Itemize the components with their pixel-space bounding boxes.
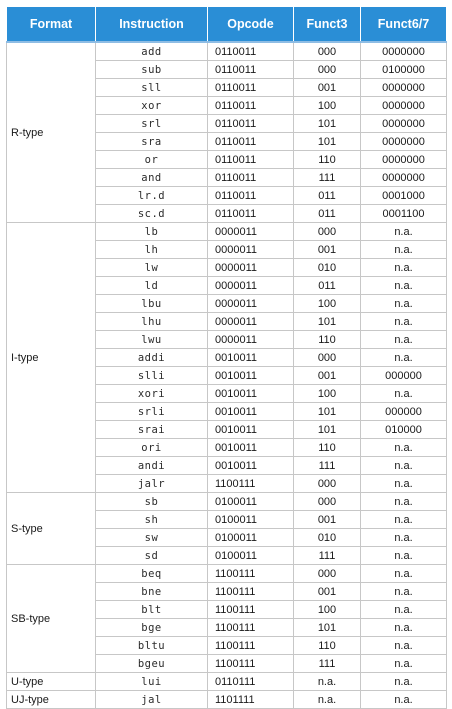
instruction-cell: andi: [96, 457, 208, 475]
funct67-cell: n.a.: [361, 565, 447, 583]
opcode-cell: 0100011: [208, 511, 294, 529]
funct67-cell: n.a.: [361, 385, 447, 403]
funct3-cell: n.a.: [294, 691, 361, 709]
instruction-cell: sh: [96, 511, 208, 529]
instruction-cell: lhu: [96, 313, 208, 331]
funct67-cell: 010000: [361, 421, 447, 439]
opcode-cell: 0010011: [208, 457, 294, 475]
instruction-cell: lr.d: [96, 187, 208, 205]
funct67-cell: n.a.: [361, 673, 447, 691]
opcode-cell: 0110011: [208, 133, 294, 151]
opcode-cell: 0010011: [208, 385, 294, 403]
funct67-cell: 0000000: [361, 79, 447, 97]
opcode-cell: 0000011: [208, 277, 294, 295]
funct3-cell: 110: [294, 151, 361, 169]
format-cell: R-type: [7, 42, 96, 223]
funct67-cell: 0000000: [361, 115, 447, 133]
instruction-cell: lw: [96, 259, 208, 277]
opcode-cell: 1100111: [208, 475, 294, 493]
table-row: [7, 42, 447, 61]
opcode-cell: 0000011: [208, 331, 294, 349]
opcode-cell: 0110011: [208, 187, 294, 205]
instruction-cell: sd: [96, 547, 208, 565]
funct67-cell: n.a.: [361, 547, 447, 565]
funct3-cell: 111: [294, 169, 361, 187]
funct3-cell: 001: [294, 241, 361, 259]
funct3-cell: 111: [294, 547, 361, 565]
opcode-cell: 0010011: [208, 439, 294, 457]
funct67-cell: 0100000: [361, 61, 447, 79]
opcode-cell: 0110011: [208, 151, 294, 169]
funct67-cell: 0001100: [361, 205, 447, 223]
opcode-cell: 0110111: [208, 673, 294, 691]
opcode-cell: 1100111: [208, 583, 294, 601]
funct3-cell: 111: [294, 457, 361, 475]
instruction-cell: sll: [96, 79, 208, 97]
funct3-cell: 101: [294, 115, 361, 133]
instruction-cell: srai: [96, 421, 208, 439]
funct67-cell: n.a.: [361, 331, 447, 349]
funct67-cell: n.a.: [361, 349, 447, 367]
funct3-cell: 001: [294, 583, 361, 601]
funct67-cell: n.a.: [361, 241, 447, 259]
funct67-cell: n.a.: [361, 493, 447, 511]
funct67-cell: n.a.: [361, 637, 447, 655]
opcode-cell: 1100111: [208, 637, 294, 655]
instruction-cell: xor: [96, 97, 208, 115]
funct3-cell: 000: [294, 565, 361, 583]
instruction-cell: lh: [96, 241, 208, 259]
instruction-cell: lb: [96, 223, 208, 241]
opcode-cell: 0110011: [208, 61, 294, 79]
funct3-cell: 110: [294, 331, 361, 349]
instruction-cell: bge: [96, 619, 208, 637]
funct67-cell: 0000000: [361, 97, 447, 115]
opcode-cell: 0000011: [208, 259, 294, 277]
opcode-cell: 1100111: [208, 565, 294, 583]
funct3-cell: 000: [294, 475, 361, 493]
funct3-cell: 000: [294, 493, 361, 511]
funct3-cell: 001: [294, 367, 361, 385]
funct67-cell: 0000000: [361, 42, 447, 61]
header-row: [7, 7, 447, 43]
instruction-cell: jal: [96, 691, 208, 709]
opcode-cell: 1100111: [208, 619, 294, 637]
instruction-cell: sra: [96, 133, 208, 151]
header-opcode: Opcode: [208, 7, 294, 43]
opcode-cell: 0000011: [208, 313, 294, 331]
opcode-cell: 0010011: [208, 367, 294, 385]
table-row: [7, 673, 447, 691]
opcode-cell: 0000011: [208, 295, 294, 313]
header-format: Format: [7, 7, 96, 43]
opcode-cell: 1100111: [208, 655, 294, 673]
instruction-format-table: [6, 6, 447, 709]
instruction-cell: jalr: [96, 475, 208, 493]
funct3-cell: 111: [294, 655, 361, 673]
instruction-cell: bgeu: [96, 655, 208, 673]
funct67-cell: n.a.: [361, 583, 447, 601]
funct3-cell: 101: [294, 421, 361, 439]
funct3-cell: 100: [294, 97, 361, 115]
opcode-cell: 0010011: [208, 403, 294, 421]
opcode-cell: 0100011: [208, 529, 294, 547]
instruction-cell: sub: [96, 61, 208, 79]
funct67-cell: n.a.: [361, 601, 447, 619]
funct67-cell: n.a.: [361, 277, 447, 295]
instruction-cell: slli: [96, 367, 208, 385]
opcode-cell: 0010011: [208, 349, 294, 367]
instruction-cell: beq: [96, 565, 208, 583]
instruction-cell: sb: [96, 493, 208, 511]
funct3-cell: 101: [294, 133, 361, 151]
header-funct3: Funct3: [294, 7, 361, 43]
funct67-cell: 0000000: [361, 151, 447, 169]
table-body: [7, 42, 447, 709]
funct3-cell: 001: [294, 511, 361, 529]
funct3-cell: 000: [294, 61, 361, 79]
funct3-cell: 010: [294, 259, 361, 277]
opcode-cell: 0110011: [208, 42, 294, 61]
funct67-cell: n.a.: [361, 295, 447, 313]
funct67-cell: n.a.: [361, 259, 447, 277]
format-cell: U-type: [7, 673, 96, 691]
funct67-cell: n.a.: [361, 619, 447, 637]
instruction-cell: and: [96, 169, 208, 187]
instruction-cell: add: [96, 42, 208, 61]
opcode-cell: 0110011: [208, 115, 294, 133]
instruction-cell: lbu: [96, 295, 208, 313]
funct67-cell: 0001000: [361, 187, 447, 205]
funct67-cell: n.a.: [361, 511, 447, 529]
opcode-cell: 0100011: [208, 547, 294, 565]
format-cell: SB-type: [7, 565, 96, 673]
format-cell: UJ-type: [7, 691, 96, 709]
table-row: [7, 223, 447, 241]
funct3-cell: 100: [294, 295, 361, 313]
instruction-cell: bltu: [96, 637, 208, 655]
opcode-cell: 0010011: [208, 421, 294, 439]
funct3-cell: 100: [294, 385, 361, 403]
instruction-cell: lui: [96, 673, 208, 691]
instruction-cell: srli: [96, 403, 208, 421]
instruction-cell: xori: [96, 385, 208, 403]
funct3-cell: n.a.: [294, 673, 361, 691]
funct67-cell: 0000000: [361, 133, 447, 151]
instruction-cell: blt: [96, 601, 208, 619]
table-row: [7, 493, 447, 511]
funct67-cell: 0000000: [361, 169, 447, 187]
opcode-cell: 0110011: [208, 97, 294, 115]
funct67-cell: n.a.: [361, 439, 447, 457]
funct3-cell: 101: [294, 403, 361, 421]
funct3-cell: 011: [294, 277, 361, 295]
funct3-cell: 101: [294, 619, 361, 637]
funct67-cell: n.a.: [361, 529, 447, 547]
instruction-cell: addi: [96, 349, 208, 367]
opcode-cell: 1100111: [208, 601, 294, 619]
funct3-cell: 101: [294, 313, 361, 331]
funct3-cell: 110: [294, 439, 361, 457]
funct3-cell: 000: [294, 42, 361, 61]
opcode-cell: 0100011: [208, 493, 294, 511]
opcode-cell: 0110011: [208, 79, 294, 97]
opcode-cell: 0000011: [208, 223, 294, 241]
funct67-cell: n.a.: [361, 691, 447, 709]
funct67-cell: n.a.: [361, 313, 447, 331]
format-cell: I-type: [7, 223, 96, 493]
instruction-cell: ld: [96, 277, 208, 295]
opcode-cell: 0110011: [208, 205, 294, 223]
funct67-cell: n.a.: [361, 223, 447, 241]
funct3-cell: 011: [294, 187, 361, 205]
funct67-cell: n.a.: [361, 475, 447, 493]
funct67-cell: 000000: [361, 403, 447, 421]
funct67-cell: 000000: [361, 367, 447, 385]
table-row: [7, 691, 447, 709]
funct3-cell: 000: [294, 349, 361, 367]
instruction-cell: or: [96, 151, 208, 169]
instruction-cell: bne: [96, 583, 208, 601]
header-funct67: Funct6/7: [361, 7, 447, 43]
instruction-cell: lwu: [96, 331, 208, 349]
instruction-cell: sc.d: [96, 205, 208, 223]
funct3-cell: 001: [294, 79, 361, 97]
funct3-cell: 000: [294, 223, 361, 241]
instruction-cell: srl: [96, 115, 208, 133]
opcode-cell: 0000011: [208, 241, 294, 259]
header-instruction: Instruction: [96, 7, 208, 43]
instruction-cell: ori: [96, 439, 208, 457]
opcode-cell: 1101111: [208, 691, 294, 709]
opcode-cell: 0110011: [208, 169, 294, 187]
instruction-cell: sw: [96, 529, 208, 547]
funct67-cell: n.a.: [361, 655, 447, 673]
funct3-cell: 010: [294, 529, 361, 547]
funct67-cell: n.a.: [361, 457, 447, 475]
format-cell: S-type: [7, 493, 96, 565]
funct3-cell: 100: [294, 601, 361, 619]
funct3-cell: 110: [294, 637, 361, 655]
funct3-cell: 011: [294, 205, 361, 223]
table-row: [7, 565, 447, 583]
